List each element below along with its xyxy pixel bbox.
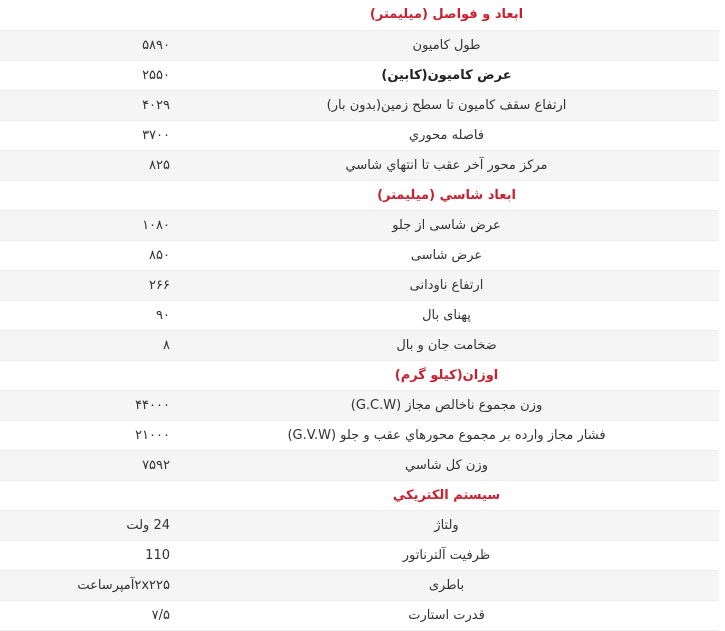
spec-label-cell bbox=[174, 120, 719, 150]
spec-label-cell bbox=[174, 150, 719, 180]
spec-label: ارتفاع سقف کامیون تا سطح زمین(بدون بار) bbox=[326, 97, 567, 113]
spec-label-cell bbox=[174, 210, 719, 240]
spec-row bbox=[0, 270, 719, 300]
spec-row bbox=[0, 210, 719, 240]
spec-value-cell bbox=[0, 270, 174, 300]
spec-value-cell bbox=[0, 210, 174, 240]
spec-label: پهنای بال bbox=[422, 307, 471, 323]
section-title-cell bbox=[174, 180, 719, 210]
spec-label: ولتاژ bbox=[434, 517, 459, 533]
spec-row bbox=[0, 540, 719, 570]
section-title-cell bbox=[174, 0, 719, 30]
spec-label-cell bbox=[174, 330, 719, 360]
section-title: ابعاد شاسي (میلیمتر) bbox=[377, 187, 516, 203]
spec-label: عرض شاسی از جلو bbox=[392, 217, 501, 233]
spec-label-cell bbox=[174, 390, 719, 420]
spec-value: ۷۵۹۲ bbox=[142, 457, 170, 473]
spec-label: باطری bbox=[428, 577, 465, 593]
spec-row bbox=[0, 120, 719, 150]
section-title: ابعاد و فواصل (میلیمتر) bbox=[369, 7, 524, 23]
spec-label-cell bbox=[174, 90, 719, 120]
spec-label: وزن کل شاسي bbox=[405, 457, 488, 473]
spec-value-cell bbox=[0, 390, 174, 420]
spec-value-cell bbox=[0, 450, 174, 480]
spec-row bbox=[0, 420, 719, 450]
spec-value: ۲۵۵۰ bbox=[142, 67, 170, 83]
spec-value-cell bbox=[0, 300, 174, 330]
spec-value-cell bbox=[0, 510, 174, 540]
spec-label: فشار مجاز وارده بر مجموع محورهاي عقب و جلو (G.V.W) bbox=[287, 427, 606, 443]
spec-value: ۹۰ bbox=[156, 307, 170, 323]
spec-value: ۲۶۶ bbox=[149, 277, 170, 293]
spec-value-cell bbox=[0, 570, 174, 600]
section-header-row bbox=[0, 360, 719, 390]
spec-label: ظرفیت آلترناتور bbox=[402, 547, 491, 563]
spec-label: قدرت استارت bbox=[408, 607, 485, 623]
spec-value-cell bbox=[0, 240, 174, 270]
spec-row bbox=[0, 330, 719, 360]
spec-label: ضخامت جان و بال bbox=[396, 337, 497, 353]
spec-value: ۵۸۹۰ bbox=[142, 37, 170, 53]
spec-label-cell bbox=[174, 270, 719, 300]
spec-value-cell bbox=[0, 60, 174, 90]
spec-label-cell bbox=[174, 60, 719, 90]
spec-value: 110 bbox=[145, 547, 170, 563]
spec-row bbox=[0, 510, 719, 540]
spec-label: فاصله محوري bbox=[408, 127, 485, 143]
spec-label-cell bbox=[174, 240, 719, 270]
spec-value-cell bbox=[0, 120, 174, 150]
spec-row bbox=[0, 570, 719, 600]
spec-value-cell bbox=[0, 180, 174, 210]
spec-row bbox=[0, 90, 719, 120]
spec-value: ۷/۵ bbox=[151, 607, 170, 623]
section-title: اوزان(کیلو گرم) bbox=[394, 367, 499, 383]
spec-value-cell bbox=[0, 90, 174, 120]
spec-value: ۴۰۲۹ bbox=[142, 97, 170, 113]
spec-label-cell bbox=[174, 300, 719, 330]
spec-value-cell bbox=[0, 330, 174, 360]
spec-label-cell bbox=[174, 420, 719, 450]
section-header-row bbox=[0, 0, 719, 30]
spec-label-cell bbox=[174, 570, 719, 600]
section-title-cell bbox=[174, 480, 719, 510]
spec-label-cell bbox=[174, 30, 719, 60]
spec-row bbox=[0, 390, 719, 420]
spec-value: 24 ولت bbox=[126, 517, 170, 533]
spec-value-cell bbox=[0, 30, 174, 60]
section-title-cell bbox=[174, 360, 719, 390]
spec-label: عرض شاسی bbox=[410, 247, 483, 263]
spec-label-cell bbox=[174, 510, 719, 540]
spec-row bbox=[0, 300, 719, 330]
spec-value-cell bbox=[0, 540, 174, 570]
spec-value-cell bbox=[0, 0, 174, 30]
spec-value-cell bbox=[0, 420, 174, 450]
spec-value: ۲x۲۲۵آمپرساعت bbox=[77, 577, 170, 593]
spec-label: طول کامیون bbox=[412, 37, 481, 53]
spec-value: ۸۵۰ bbox=[149, 247, 170, 263]
spec-value: ۲۱۰۰۰ bbox=[135, 427, 170, 443]
spec-value: ۳۷۰۰ bbox=[142, 127, 170, 143]
spec-value: ۱۰۸۰ bbox=[142, 217, 170, 233]
spec-value-cell bbox=[0, 150, 174, 180]
section-header-row bbox=[0, 180, 719, 210]
spec-label-cell bbox=[174, 450, 719, 480]
spec-row bbox=[0, 60, 719, 90]
spec-value: ۴۴۰۰۰ bbox=[135, 397, 170, 413]
spec-row bbox=[0, 30, 719, 60]
spec-label: ارتفاع ناودانی bbox=[409, 277, 484, 293]
section-title: سیستم الکتریکي bbox=[392, 487, 501, 503]
spec-label-cell bbox=[174, 540, 719, 570]
spec-value-cell bbox=[0, 480, 174, 510]
spec-value: ۸ bbox=[163, 337, 170, 353]
spec-label: عرض کامیون(کابین) bbox=[381, 67, 512, 83]
spec-row bbox=[0, 150, 719, 180]
spec-label: مرکز محور آخر عقب تا انتهاي شاسي bbox=[345, 157, 548, 173]
spec-row bbox=[0, 450, 719, 480]
spec-value-cell bbox=[0, 360, 174, 390]
spec-label: وزن مجموع ناخالص مجاز (G.C.W) bbox=[350, 397, 543, 413]
spec-row bbox=[0, 240, 719, 270]
spec-value: ۸۲۵ bbox=[149, 157, 170, 173]
section-header-row bbox=[0, 480, 719, 510]
